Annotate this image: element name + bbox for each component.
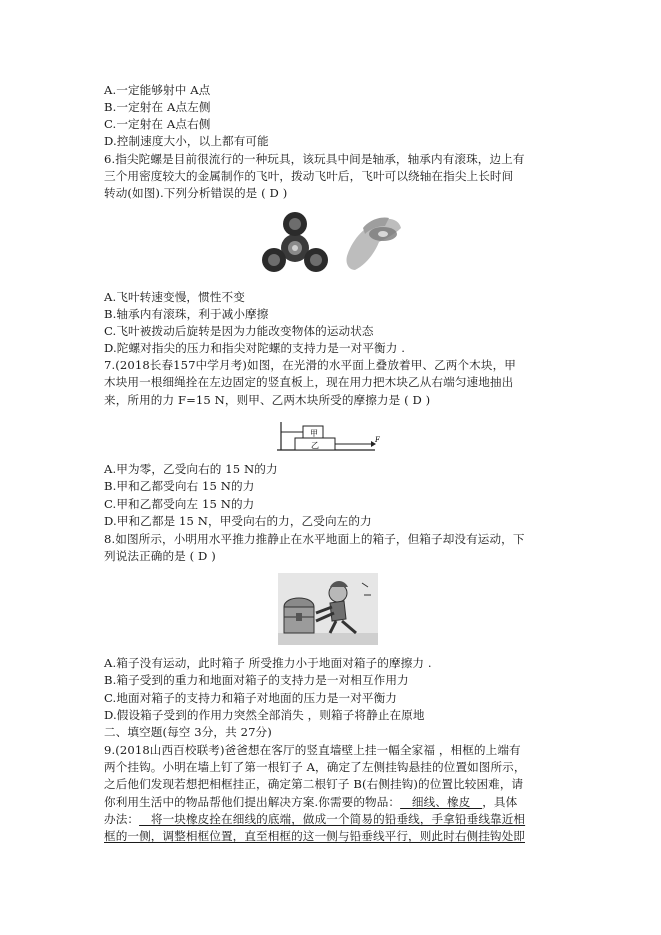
q8-stem-line-1: 8.如图所示，小明用水平推力推静止在水平地面上的箱子，但箱子却没有运动，下 xyxy=(104,532,525,546)
q9-method-line-1 xyxy=(104,812,525,826)
block-jia-label: 甲 xyxy=(310,429,318,438)
q6-stem-line-3: 转动(如图).下列分析错误的是 ( D ) xyxy=(104,186,288,200)
hand-spinning-icon xyxy=(346,217,401,270)
q7-option-b: B.甲和乙都受向右 15 N的力 xyxy=(104,479,255,493)
q9-answer-1: __细线、橡皮__ xyxy=(400,795,483,809)
q6-option-d: D.陀螺对指尖的压力和指尖对陀螺的支持力是一对平衡力 . xyxy=(104,341,405,355)
q5-option-a: A.一定能够射中 A点 xyxy=(104,83,211,97)
fidget-spinner-icon xyxy=(262,212,328,272)
q9-stem-line-4 xyxy=(104,795,517,809)
q6-option-b: B.轴承内有滚珠，利于减小摩擦 xyxy=(104,307,269,321)
q9-stem-line-4-text: 你利用生活中的物品帮他们提出解决方案.你需要的物品： xyxy=(104,795,401,809)
q9-stem-line-2: 两个挂钩。小明在墙上钉了第一根钉子 A，确定了左侧挂钩悬挂的位置如图所示， xyxy=(104,760,526,774)
q6-stem-line-2: 三个用密度较大的金属制作的飞叶，拨动飞叶后，飞叶可以绕轴在指尖上长时间 xyxy=(104,169,514,183)
q6-option-a: A.飞叶转速变慢，惯性不变 xyxy=(104,290,245,304)
q6-option-c: C.飞叶被拨动后旋转是因为力能改变物体的运动状态 xyxy=(104,324,374,338)
q7-option-d: D.甲和乙都是 15 N，甲受向右的力，乙受向左的力 xyxy=(104,514,372,528)
q6-stem-line-1: 6.指尖陀螺是目前很流行的一种玩具，该玩具中间是轴承，轴承内有滚珠，边上有 xyxy=(104,152,525,166)
q9-answer-2-line-2: 框的一侧，调整相框位置，直至相框的这一侧与铅垂线平行，则此时右侧挂钩处即 xyxy=(104,829,525,843)
q9-after-answer-1: ，具体 xyxy=(482,795,518,809)
q8-option-d: D.假设箱子受到的作用力突然全部消失 ，则箱子将静止在原地 xyxy=(104,708,425,722)
q5-option-c: C.一定射在 A点右侧 xyxy=(104,117,211,131)
q9-method-line-2 xyxy=(104,829,525,843)
treasure-box-icon xyxy=(284,598,314,633)
q9-stem-line-1: 9.(2018山西百校联考)爸爸想在客厅的竖直墙壁上挂一幅全家福 ，相框的上端有 xyxy=(104,743,521,757)
q7-stem-line-1: 7.(2018长春157中学月考)如图，在光滑的水平面上叠放着甲、乙两个木块，甲 xyxy=(104,358,516,372)
q8-option-c: C.地面对箱子的支持力和箱子对地面的压力是一对平衡力 xyxy=(104,691,397,705)
q8-stem-line-2: 列说法正确的是 ( D ) xyxy=(104,549,216,563)
q7-stem-line-2: 木块用一根细绳拴在左边固定的竖直板上，现在用力把木块乙从右端匀速地抽出 xyxy=(104,375,514,389)
q8-option-b: B.箱子受到的重力和地面对箱子的支持力是一对相互作用力 xyxy=(104,673,409,687)
q9-answer-2-line-1: __将一块橡皮拴在细线的底端，做成一个简易的铅垂线，手拿铅垂线靠近相 xyxy=(139,812,526,826)
block-yi-label: 乙 xyxy=(311,441,319,450)
q7-option-c: C.甲和乙都受向左 15 N的力 xyxy=(104,497,255,511)
force-label: F xyxy=(375,436,380,444)
q8-option-a: A.箱子没有运动，此时箱子 所受推力小于地面对箱子的摩擦力 . xyxy=(104,656,432,670)
stacked-blocks-figure xyxy=(277,418,387,458)
q5-option-b: B.一定射在 A点左侧 xyxy=(104,100,211,114)
boy-pushing-box-figure xyxy=(278,573,378,645)
q7-option-a: A.甲为零，乙受向右的 15 N的力 xyxy=(104,462,278,476)
floor xyxy=(278,633,378,645)
section-2-heading: 二、填空题(每空 3分，共 27分) xyxy=(104,725,272,739)
q9-stem-line-3: 之后他们发现若想把相框挂正，确定第二根钉子 B(右侧挂钩)的位置比较困难，请 xyxy=(104,777,524,791)
q7-stem-line-3: 来，所用的力 F=15 N，则甲、乙两木块所受的摩擦力是 ( D ) xyxy=(104,393,431,407)
q9-method-label: 办法： xyxy=(104,812,140,826)
q5-option-d: D.控制速度大小，以上都有可能 xyxy=(104,134,269,148)
fidget-spinner-figure xyxy=(255,208,405,280)
